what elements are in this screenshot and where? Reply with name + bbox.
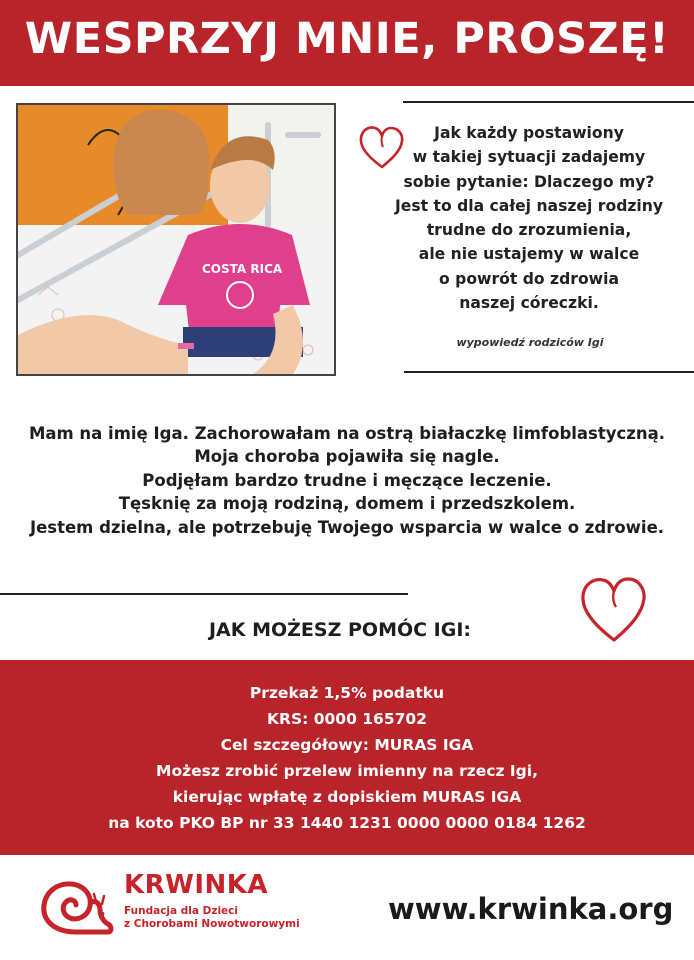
quote-line: ale nie ustajemy w walce xyxy=(418,245,640,264)
brand-subtitle-line: Fundacja dla Dzieci xyxy=(124,905,238,917)
page-title: WESPRZYJ MNIE, PROSZĘ! xyxy=(24,14,670,64)
donation-panel xyxy=(0,660,694,855)
quote-line: w takiej sytuacji zadajemy xyxy=(412,148,646,167)
donation-line: Możesz zrobić przelew imienny na rzecz Igi, xyxy=(156,762,538,780)
brand-subtitle xyxy=(124,905,300,931)
quote-line: Jest to dla całej naszej rodziny xyxy=(394,196,664,215)
help-heading: JAK MOŻESZ POMÓC IGI: xyxy=(208,619,472,641)
rule-top-right xyxy=(403,101,694,103)
hospital-photo xyxy=(16,103,336,376)
quote-line: o powrót do zdrowia xyxy=(439,269,619,288)
quote-line: naszej córeczki. xyxy=(459,294,599,313)
donation-line: Przekaż 1,5% podatku xyxy=(249,684,445,702)
story-text xyxy=(10,422,684,539)
quote-line: Jak każdy postawiony xyxy=(434,124,624,142)
website-link[interactable]: www.krwinka.org xyxy=(388,892,674,926)
donation-line: KRS: 0000 165702 xyxy=(267,710,427,728)
donation-line: kierując wpłatę z dopiskiem MURAS IGA xyxy=(172,788,522,806)
rule-mid-right xyxy=(404,371,694,373)
donation-details xyxy=(0,680,694,836)
shirt-print: COSTA RICA xyxy=(202,262,283,276)
donation-line: na koto PKO BP nr 33 1440 1231 0000 0000 0184 1262 xyxy=(108,814,586,832)
snail-logo-icon xyxy=(36,872,116,942)
donation-line: Cel szczegółowy: MURAS IGA xyxy=(220,736,474,754)
quote-line: sobie pytanie: Dlaczego my? xyxy=(403,172,655,191)
story-line: Moja choroba pojawiła się nagle. xyxy=(194,447,500,467)
brand-subtitle-line: z Chorobami Nowotworowymi xyxy=(124,918,300,930)
story-line: Podjęłam bardzo trudne i męczące leczenie. xyxy=(142,470,552,490)
quote-line: trudne do zrozumienia, xyxy=(426,221,632,240)
story-line: Jestem dzielna, ale potrzebuję Twojego wsparcia w walce o zdrowie. xyxy=(29,517,665,537)
heart-outline-icon xyxy=(577,572,651,646)
quote-attribution: wypowiedź rodziców Igi xyxy=(456,336,604,349)
rule-lower-left xyxy=(0,593,408,595)
header-band xyxy=(0,0,694,86)
photo-illustration xyxy=(18,105,334,374)
story-line: Tęsknię za moją rodziną, domem i przedszkolem. xyxy=(118,494,576,514)
brand-name: KRWINKA xyxy=(124,870,269,900)
parents-quote xyxy=(376,121,682,315)
story-line: Mam na imię Iga. Zachorowałam na ostrą białaczkę limfoblastyczną. xyxy=(28,424,666,443)
